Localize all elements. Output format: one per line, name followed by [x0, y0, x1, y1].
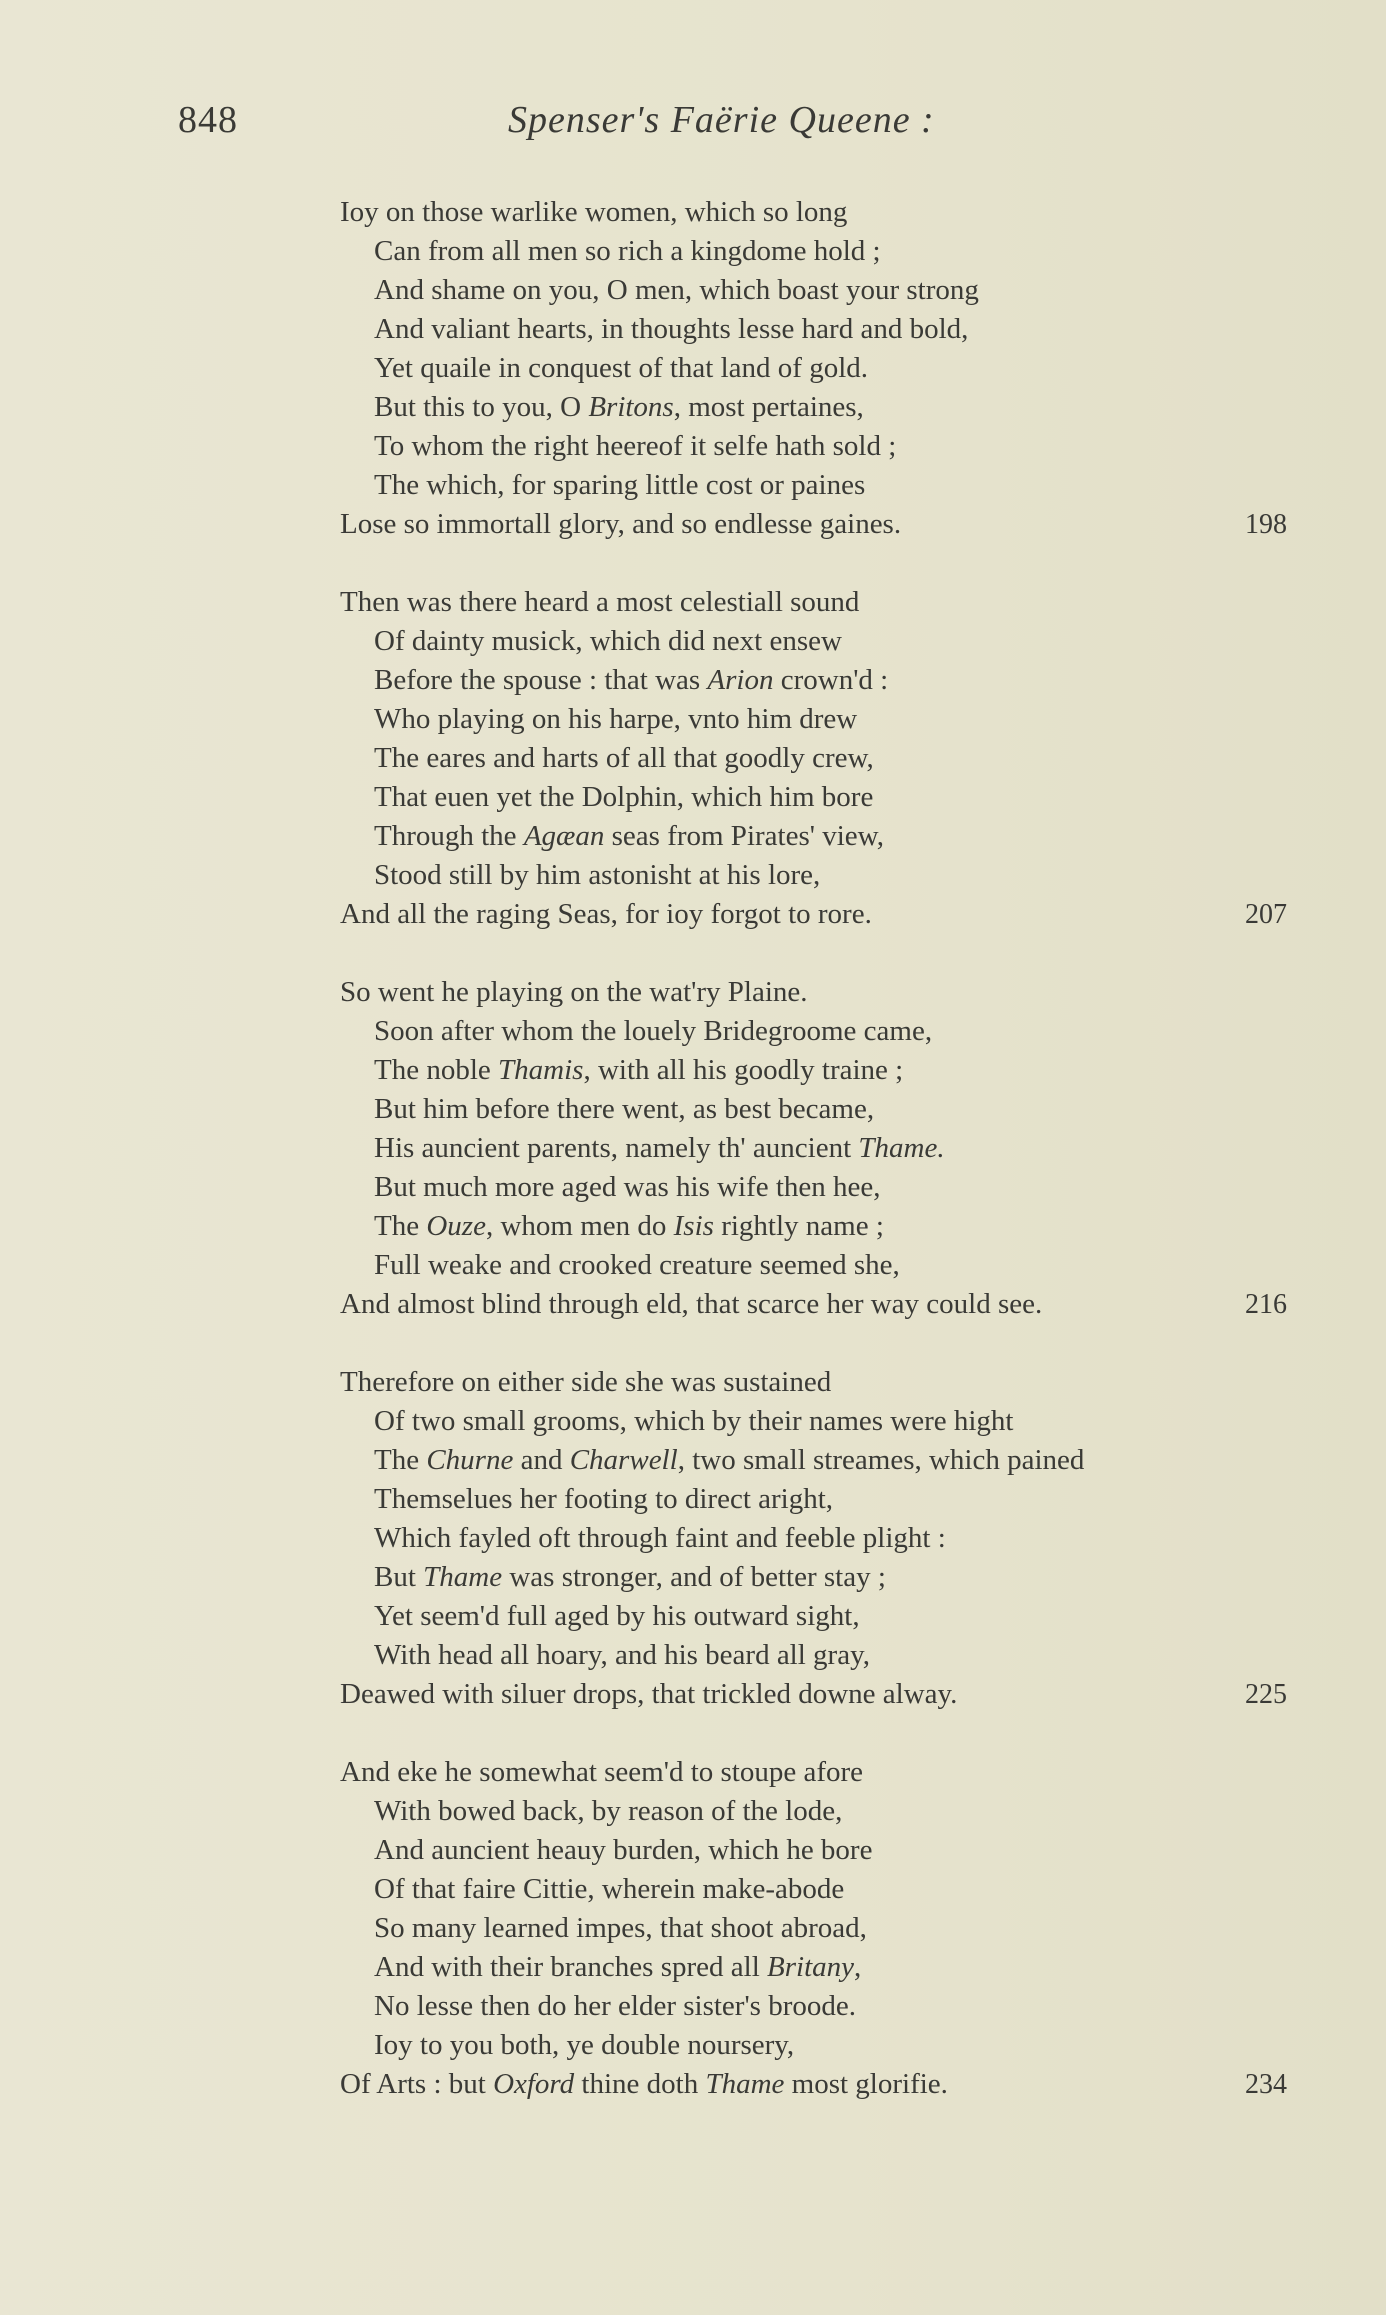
verse-line: Who playing on his harpe, vnto him drew [374, 703, 858, 735]
verse-line [340, 2065, 1300, 2104]
verse-text: The [374, 1444, 427, 1476]
verse-text: rightly name ; [713, 1210, 884, 1242]
verse-line [340, 1441, 1300, 1480]
verse-line: And all the raging Seas, for ioy forgot to rore. 207 [340, 895, 1300, 934]
verse-line: Stood still by him astonisht at his lore, [374, 859, 821, 891]
poem-body [340, 193, 1300, 2143]
italic-proper-name: Arion [707, 664, 774, 696]
verse-line: And almost blind through eld, that scarce her way could see. 216 [340, 1285, 1300, 1324]
verse-text: The noble [374, 1054, 499, 1086]
italic-proper-name: Britons [588, 391, 674, 423]
verse-text: was stronger, and of better stay ; [502, 1561, 886, 1593]
verse-line: Ioy to you both, ye double noursery, [374, 2029, 795, 2061]
verse-text: And with their branches spred all [374, 1951, 768, 1983]
verse-line: And auncient heauy burden, which he bore [374, 1834, 873, 1866]
verse-line: Lose so immortall glory, and so endlesse gaines. 198 [340, 505, 1300, 544]
verse-text: , two small streames, which pained [677, 1444, 1085, 1476]
verse-line: Full weake and crooked creature seemed she, [374, 1249, 900, 1281]
verse-line: And shame on you, O men, which boast your strong [374, 274, 979, 306]
italic-proper-name: Charwell [569, 1444, 678, 1476]
verse-line: No lesse then do her elder sister's broode. [374, 1990, 856, 2022]
stanza [340, 193, 1300, 544]
verse-line: With head all hoary, and his beard all gray, [374, 1639, 870, 1671]
verse-line: Ioy on those warlike women, which so long [340, 196, 848, 228]
verse-line: Which fayled oft through faint and feeble plight : [374, 1522, 946, 1554]
verse-line: Themselues her footing to direct aright, [374, 1483, 834, 1515]
verse-line: Of two small grooms, which by their names were hight [374, 1405, 1014, 1437]
verse-text: most glorifie. [784, 2068, 948, 2100]
verse-line: But him before there went, as best became, [374, 1093, 875, 1125]
verse-line: Therefore on either side she was sustained [340, 1366, 832, 1398]
verse-line [340, 1558, 1300, 1597]
verse-line: To whom the right heereof it selfe hath sold ; [374, 430, 897, 462]
verse-text: , whom men do [485, 1210, 674, 1242]
verse-line: Yet seem'd full aged by his outward sight, [374, 1600, 860, 1632]
verse-text: But [374, 1561, 424, 1593]
verse-line: Yet quaile in conquest of that land of gold. [374, 352, 869, 384]
verse-line [340, 1051, 1300, 1090]
italic-proper-name: Oxford [493, 2068, 575, 2100]
verse-text: The [374, 1210, 427, 1242]
verse-line: Of dainty musick, which did next ensew [374, 625, 842, 657]
verse-line: So many learned impes, that shoot abroad, [374, 1912, 867, 1944]
verse-text: But this to you, O [374, 391, 589, 423]
verse-line: The eares and harts of all that goodly crew, [374, 742, 874, 774]
line-number: 216 [1245, 1289, 1287, 1320]
verse-line [340, 388, 1300, 427]
verse-line: So went he playing on the wat'ry Plaine. [340, 976, 808, 1008]
italic-proper-name: Ouze [426, 1210, 486, 1242]
italic-proper-name: Isis [673, 1210, 714, 1242]
stanza [340, 1753, 1300, 2104]
verse-line [340, 1207, 1300, 1246]
verse-line: Soon after whom the louely Bridegroome came, [374, 1015, 933, 1047]
verse-line: The which, for sparing little cost or paines [374, 469, 866, 501]
italic-proper-name: Thamis [498, 1054, 584, 1086]
italic-proper-name: Thame [423, 1561, 503, 1593]
verse-line: But much more aged was his wife then hee, [374, 1171, 881, 1203]
verse-text: thine doth [574, 2068, 706, 2100]
verse-line [340, 1948, 1300, 1987]
verse-text: , most pertaines, [673, 391, 864, 423]
verse-text: Of Arts : but [340, 2068, 494, 2100]
verse-text: crown'd : [773, 664, 889, 696]
verse-line: With bowed back, by reason of the lode, [374, 1795, 843, 1827]
italic-proper-name: Churne [426, 1444, 514, 1476]
verse-line: Then was there heard a most celestiall sound [340, 586, 860, 618]
line-number: 234 [1245, 2069, 1287, 2100]
italic-proper-name: Britany [767, 1951, 855, 1983]
italic-proper-name: Agæan [523, 820, 605, 852]
stanza [340, 583, 1300, 934]
line-number: 207 [1245, 899, 1287, 930]
italic-proper-name: Thame [705, 2068, 785, 2100]
verse-line [340, 661, 1300, 700]
verse-text: His auncient parents, namely th' auncient [374, 1132, 859, 1164]
verse-text: and [513, 1444, 570, 1476]
verse-text: Through the [374, 820, 524, 852]
verse-text: seas from Pirates' view, [604, 820, 884, 852]
verse-line [340, 1129, 1300, 1168]
stanza [340, 1363, 1300, 1714]
verse-line: And eke he somewhat seem'd to stoupe afore [340, 1756, 864, 1788]
italic-proper-name: Thame. [858, 1132, 945, 1164]
verse-line: That euen yet the Dolphin, which him bore [374, 781, 874, 813]
running-head [178, 98, 1178, 158]
line-number: 225 [1245, 1679, 1287, 1710]
verse-text: , with all his goodly traine ; [583, 1054, 904, 1086]
stanza [340, 973, 1300, 1324]
verse-line: Can from all men so rich a kingdome hold ; [374, 235, 881, 267]
verse-text: Before the spouse : that was [374, 664, 708, 696]
verse-line: Deawed with siluer drops, that trickled downe alway. 225 [340, 1675, 1300, 1714]
running-title: Spenser's Faërie Queene : [508, 99, 935, 141]
verse-line: Of that faire Cittie, wherein make-abode [374, 1873, 845, 1905]
page-number: 848 [178, 99, 238, 141]
verse-text: , [854, 1951, 862, 1983]
line-number: 198 [1245, 509, 1287, 540]
verse-line [340, 817, 1300, 856]
verse-line: And valiant hearts, in thoughts lesse hard and bold, [374, 313, 969, 345]
